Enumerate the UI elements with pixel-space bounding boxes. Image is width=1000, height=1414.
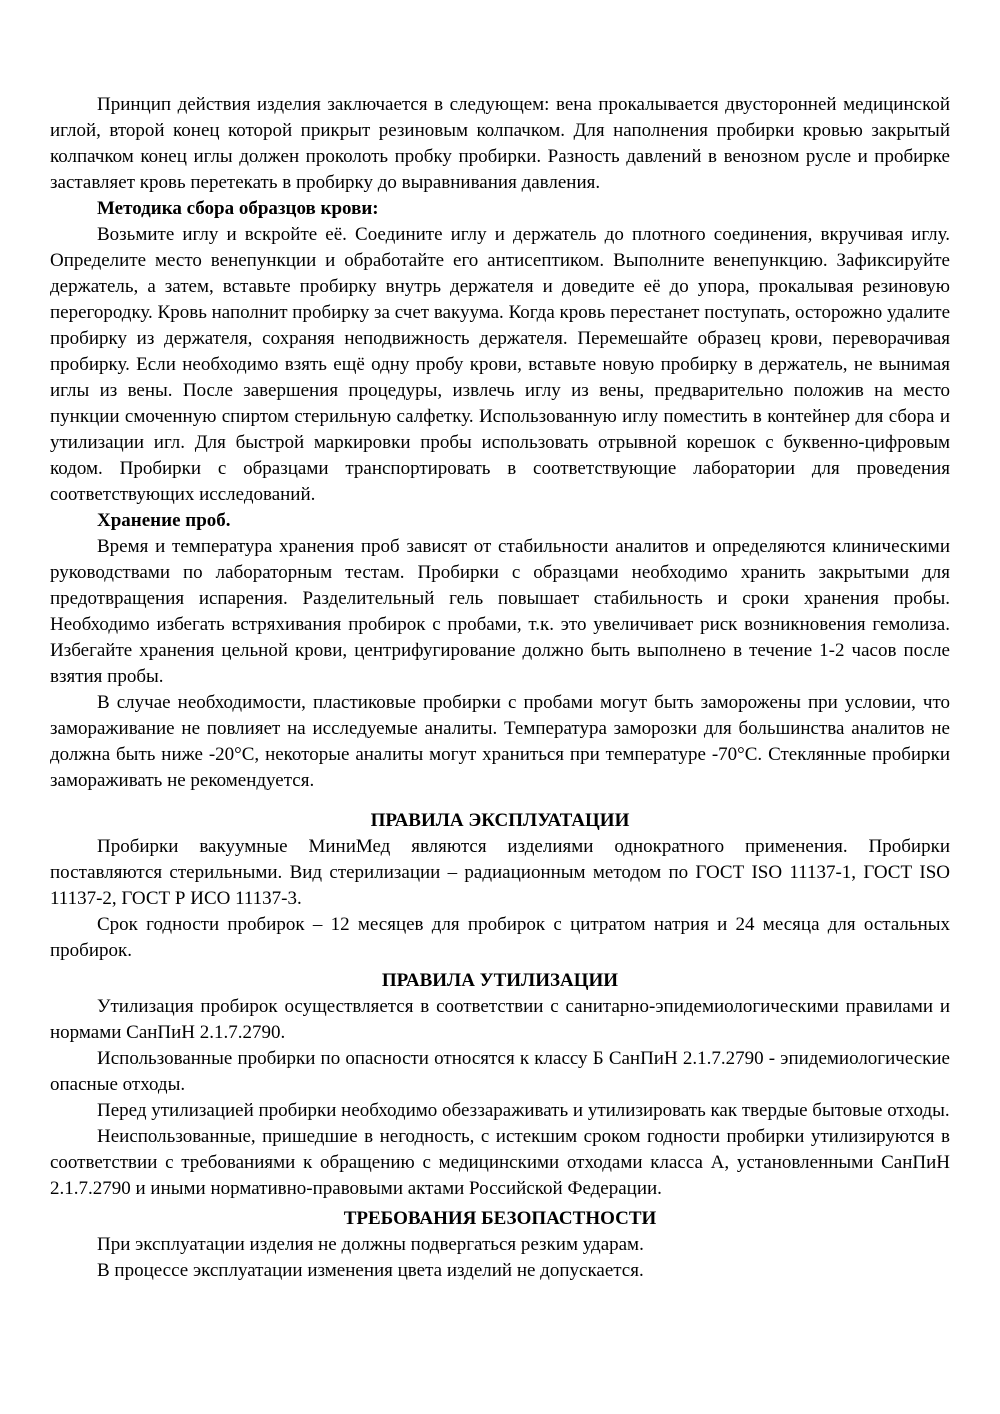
paragraph-principle: Принцип действия изделия заключается в следующем: вена прокалывается двусторонней медицинской иглой, второй конец которой прикрыт резиновым колпачком. Для наполнения пробирки кровью закрытый колпачком конец иглы должен проколоть пробку пробирки. Разность давлений в венозном русле и пробирке заставляет кровь перетекать в пробирку до выравнивания давления. [50,94,950,193]
paragraph-decontamination: Перед утилизацией пробирки необходимо обеззараживать и утилизировать как твердые бытовые отходы. [97,1100,950,1121]
paragraph-disposal-sanpin: Утилизация пробирок осуществляется в соответствии с санитарно-эпидемиологическими правилами и нормами СанПиН 2.1.7.2790. [50,996,950,1043]
subsection-heading-blood-sampling: Методика сбора образцов крови: [97,198,379,219]
paragraph-shelf-life: Срок годности пробирок – 12 месяцев для пробирок с цитратом натрия и 24 месяца для остальных пробирок. [50,914,950,961]
paragraph-no-impacts: При эксплуатации изделия не должны подвергаться резким ударам. [97,1234,644,1255]
section-heading-operation-rules: ПРАВИЛА ЭКСПЛУАТАЦИИ [370,810,630,831]
paragraph-single-use: Пробирки вакуумные МиниМед являются изделиями однократного применения. Пробирки поставляются стерильными. Вид стерилизации – радиационным методом по ГОСТ ISO 11137-1, ГОСТ ISO 11137-2, ГОСТ Р ИСО 11137-3. [50,836,950,909]
paragraph-class-b-waste: Использованные пробирки по опасности относятся к классу Б СанПиН 2.1.7.2790 - эпидемиологические опасные отходы. [50,1048,950,1095]
paragraph-no-color-change: В процессе эксплуатации изменения цвета изделий не допускается. [97,1260,644,1281]
paragraph-sampling-method: Возьмите иглу и вскройте её. Соедините иглу и держатель до плотного соединения, вкручивая иглу. Определите место венепункции и обработайте его антисептиком. Выполните венепункцию. Зафиксируйте держатель, а затем, вставьте пробирку внутрь держателя и доведите её до упора, прокалывая резиновую перегородку. Кровь наполнит пробирку за счет вакуума. Когда кровь перестанет поступать, осторожно удалите пробирку из держателя, сохраняя неподвижность держателя. Перемешайте образец крови, переворачивая пробирку. Если необходимо взять ещё одну пробу крови, вставьте новую пробирку в держатель, не вынимая иглы из вены. После завершения процедуры, извлечь иглу из вены, предварительно положив на место пункции смоченную спиртом стерильную салфетку. Использованную иглу поместить в контейнер для сбора и утилизации игл. Для быстрой маркировки пробы использовать отрывной корешок с буквенно-цифровым кодом. Пробирки с образцами транспортировать в соответствующие лаборатории для проведения соответствующих исследований. [50,224,950,505]
section-heading-disposal-rules: ПРАВИЛА УТИЛИЗАЦИИ [381,970,619,991]
paragraph-unused-tubes: Неиспользованные, пришедшие в негодность, с истекшим сроком годности пробирки утилизируются в соответствии с требованиями к обращению с медицинскими отходами класса А, установленными СанПиН 2.1.7.2790 и иными нормативно-правовыми актами Российской Федерации. [50,1126,950,1199]
section-heading-safety-requirements: ТРЕБОВАНИЯ БЕЗОПАСТНОСТИ [343,1208,657,1229]
paragraph-freezing: В случае необходимости, пластиковые пробирки с пробами могут быть заморожены при условии, что замораживание не повлияет на исследуемые аналиты. Температура заморозки для большинства аналитов не должна быть ниже -20°С, некоторые аналиты могут храниться при температуре -70°С. Стеклянные пробирки замораживать не рекомендуется. [50,692,950,791]
paragraph-storage-conditions: Время и температура хранения проб зависят от стабильности аналитов и определяются клиническими руководствами по лабораторным тестам. Пробирки с образцами необходимо хранить закрытыми для предотвращения испарения. Разделительный гель повышает стабильность и сроки хранения пробы. Необходимо избегать встряхивания пробирок с пробами, т.к. это увеличивает риск возникновения гемолиза. Избегайте хранения цельной крови, центрифугирование должно быть выполнено в течение 1-2 часов после взятия пробы. [50,536,950,687]
subsection-heading-sample-storage: Хранение проб. [97,510,231,531]
